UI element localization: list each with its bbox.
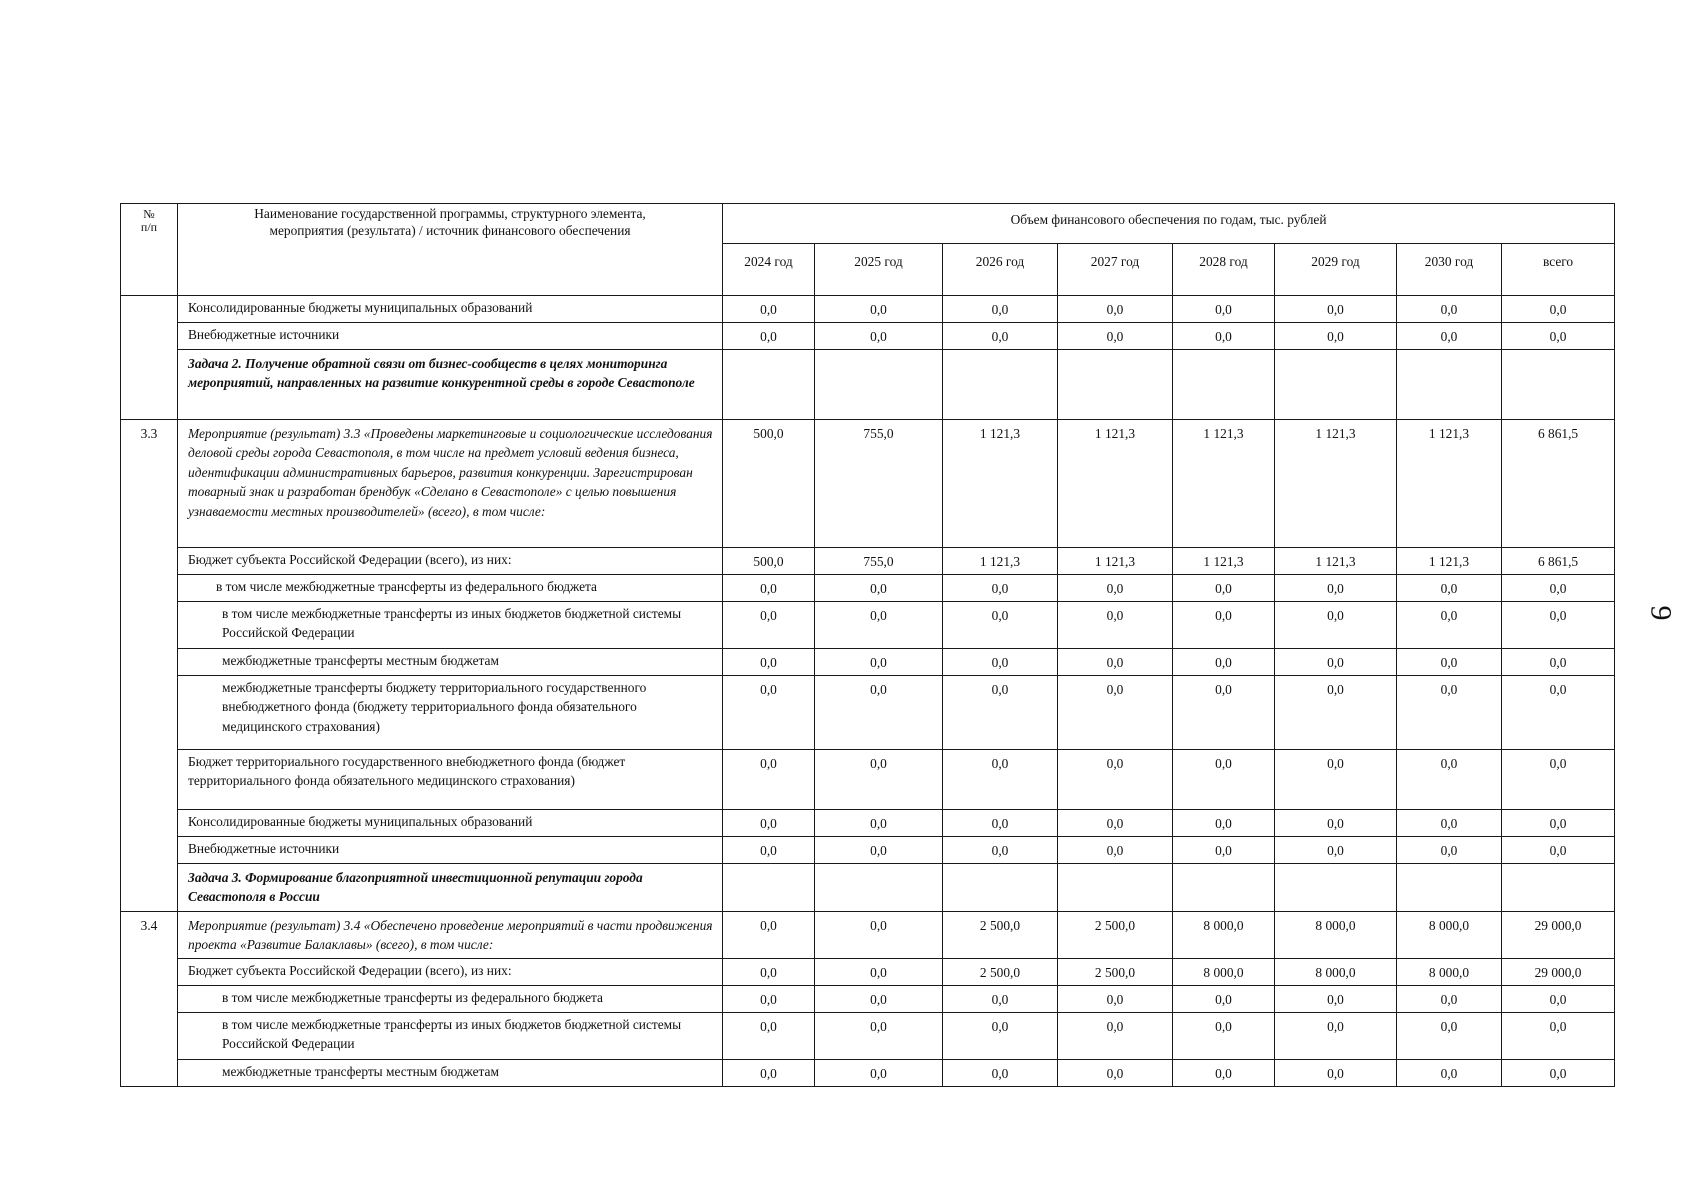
- value-cell: 0,0: [1397, 575, 1502, 602]
- source-label: в том числе межбюджетные трансферты из иных бюджетов бюджетной системы Российской Федерации: [178, 1013, 723, 1060]
- value-cell: 0,0: [1173, 575, 1275, 602]
- table-row: [121, 420, 1615, 548]
- source-label: Консолидированные бюджеты муниципальных образований: [178, 810, 723, 837]
- header-volume: Объем финансового обеспечения по годам, тыс. рублей: [723, 204, 1615, 244]
- table-row: [121, 575, 1615, 602]
- value-cell: 0,0: [723, 296, 815, 323]
- header-name: Наименование государственной программы, структурного элемента, мероприятия (результата) / источник финансового обеспечения: [178, 204, 723, 296]
- value-cell: 0,0: [723, 959, 815, 986]
- value-cell: 755,0: [815, 548, 943, 575]
- header-year-2025: 2025 год: [815, 244, 943, 296]
- value-cell: 0,0: [943, 602, 1058, 649]
- header-year-total: всего: [1502, 244, 1615, 296]
- value-cell: 0,0: [815, 912, 943, 959]
- table-row: [121, 548, 1615, 575]
- value-cell: 0,0: [723, 323, 815, 350]
- header-year-2027: 2027 год: [1058, 244, 1173, 296]
- value-cell: 0,0: [723, 750, 815, 810]
- value-cell: 29 000,0: [1502, 912, 1615, 959]
- value-cell: 0,0: [815, 676, 943, 750]
- empty-cell: [1173, 350, 1275, 420]
- value-cell: 0,0: [943, 676, 1058, 750]
- value-cell: 1 121,3: [943, 548, 1058, 575]
- value-cell: 0,0: [1397, 649, 1502, 676]
- measure-title: Мероприятие (результат) 3.3 «Проведены маркетинговые и социологические исследования деловой среды города Севастополя, в том числе на предмет условий ведения бизнеса, идентификации административных барьеров, развития конкуренции. Зарегистрирован товарный знак и разработан брендбук «Сделано в Севастополе» с целью повышения узнаваемости местных производителей» (всего), в том числе:: [178, 420, 723, 548]
- value-cell: 0,0: [943, 575, 1058, 602]
- value-cell: 0,0: [1397, 750, 1502, 810]
- value-cell: 0,0: [1275, 810, 1397, 837]
- value-cell: 1 121,3: [1397, 420, 1502, 548]
- table-row: [121, 649, 1615, 676]
- table-row: [121, 296, 1615, 323]
- source-label: Консолидированные бюджеты муниципальных образований: [178, 296, 723, 323]
- value-cell: 1 121,3: [1275, 420, 1397, 548]
- empty-cell: [723, 864, 815, 912]
- source-label: в том числе межбюджетные трансферты из иных бюджетов бюджетной системы Российской Федерации: [178, 602, 723, 649]
- value-cell: 0,0: [1058, 750, 1173, 810]
- value-cell: 0,0: [723, 1013, 815, 1060]
- value-cell: 0,0: [815, 602, 943, 649]
- value-cell: 0,0: [1173, 296, 1275, 323]
- header-num: № п/п: [121, 204, 178, 296]
- table-row: [121, 1013, 1615, 1060]
- empty-cell: [943, 864, 1058, 912]
- value-cell: 0,0: [1275, 676, 1397, 750]
- value-cell: 1 121,3: [1058, 548, 1173, 575]
- source-label: межбюджетные трансферты местным бюджетам: [178, 649, 723, 676]
- value-cell: 2 500,0: [1058, 959, 1173, 986]
- task-heading: Задача 2. Получение обратной связи от бизнес-сообществ в целях мониторинга мероприятий, направленных на развитие конкурентной среды в городе Севастополе: [178, 350, 723, 420]
- table-row: [121, 350, 1615, 420]
- table-row: [121, 323, 1615, 350]
- empty-cell: [1502, 350, 1615, 420]
- source-label: Бюджет субъекта Российской Федерации (всего), из них:: [178, 959, 723, 986]
- value-cell: 8 000,0: [1173, 959, 1275, 986]
- empty-cell: [1397, 864, 1502, 912]
- source-label: в том числе межбюджетные трансферты из федерального бюджета: [178, 986, 723, 1013]
- value-cell: 0,0: [1173, 323, 1275, 350]
- value-cell: 500,0: [723, 548, 815, 575]
- value-cell: 0,0: [1275, 575, 1397, 602]
- value-cell: 755,0: [815, 420, 943, 548]
- value-cell: 2 500,0: [1058, 912, 1173, 959]
- value-cell: 0,0: [943, 1013, 1058, 1060]
- source-label: Бюджет субъекта Российской Федерации (всего), из них:: [178, 548, 723, 575]
- value-cell: 8 000,0: [1397, 912, 1502, 959]
- value-cell: 0,0: [1275, 837, 1397, 864]
- value-cell: 0,0: [723, 837, 815, 864]
- value-cell: 0,0: [723, 649, 815, 676]
- value-cell: 0,0: [1173, 602, 1275, 649]
- empty-cell: [943, 350, 1058, 420]
- value-cell: 0,0: [943, 649, 1058, 676]
- value-cell: 0,0: [943, 1060, 1058, 1087]
- value-cell: 0,0: [1275, 323, 1397, 350]
- value-cell: 0,0: [1502, 810, 1615, 837]
- empty-cell: [1397, 350, 1502, 420]
- value-cell: 0,0: [1397, 1060, 1502, 1087]
- empty-cell: [1058, 864, 1173, 912]
- value-cell: 1 121,3: [1397, 548, 1502, 575]
- value-cell: 0,0: [1058, 810, 1173, 837]
- value-cell: 0,0: [1502, 602, 1615, 649]
- value-cell: 0,0: [1502, 1060, 1615, 1087]
- table-row: [121, 602, 1615, 649]
- value-cell: 8 000,0: [1275, 959, 1397, 986]
- header-year-2029: 2029 год: [1275, 244, 1397, 296]
- value-cell: 0,0: [1275, 649, 1397, 676]
- header-year-2026: 2026 год: [943, 244, 1058, 296]
- value-cell: 0,0: [1275, 602, 1397, 649]
- value-cell: 0,0: [1397, 810, 1502, 837]
- empty-cell: [1275, 350, 1397, 420]
- value-cell: 1 121,3: [1173, 420, 1275, 548]
- value-cell: 0,0: [1058, 676, 1173, 750]
- value-cell: 0,0: [815, 986, 943, 1013]
- empty-cell: [1275, 864, 1397, 912]
- empty-cell: [1173, 864, 1275, 912]
- source-label: Внебюджетные источники: [178, 837, 723, 864]
- value-cell: 0,0: [1502, 986, 1615, 1013]
- value-cell: 0,0: [943, 986, 1058, 1013]
- value-cell: 8 000,0: [1397, 959, 1502, 986]
- value-cell: 1 121,3: [1275, 548, 1397, 575]
- value-cell: 0,0: [1173, 1060, 1275, 1087]
- table-row: [121, 1060, 1615, 1087]
- value-cell: 0,0: [1058, 649, 1173, 676]
- value-cell: 500,0: [723, 420, 815, 548]
- value-cell: 0,0: [1397, 676, 1502, 750]
- table-row: [121, 986, 1615, 1013]
- value-cell: 0,0: [943, 750, 1058, 810]
- value-cell: 0,0: [1397, 602, 1502, 649]
- value-cell: 0,0: [1502, 750, 1615, 810]
- value-cell: 8 000,0: [1173, 912, 1275, 959]
- value-cell: 0,0: [1275, 986, 1397, 1013]
- value-cell: 0,0: [815, 296, 943, 323]
- empty-cell: [1058, 350, 1173, 420]
- empty-cell: [815, 350, 943, 420]
- value-cell: 0,0: [1502, 1013, 1615, 1060]
- value-cell: 0,0: [815, 810, 943, 837]
- value-cell: 0,0: [815, 837, 943, 864]
- value-cell: 0,0: [1275, 1013, 1397, 1060]
- value-cell: 6 861,5: [1502, 420, 1615, 548]
- source-label: межбюджетные трансферты местным бюджетам: [178, 1060, 723, 1087]
- value-cell: 0,0: [1502, 296, 1615, 323]
- value-cell: 0,0: [1275, 296, 1397, 323]
- value-cell: 1 121,3: [1058, 420, 1173, 548]
- value-cell: 0,0: [815, 959, 943, 986]
- value-cell: 0,0: [1058, 296, 1173, 323]
- value-cell: 0,0: [723, 1060, 815, 1087]
- value-cell: 1 121,3: [943, 420, 1058, 548]
- measure-title: Мероприятие (результат) 3.4 «Обеспечено проведение мероприятий в части продвижения проекта «Развитие Балаклавы» (всего), в том числе:: [178, 912, 723, 959]
- value-cell: 0,0: [1173, 986, 1275, 1013]
- value-cell: 0,0: [1397, 986, 1502, 1013]
- value-cell: 0,0: [1058, 837, 1173, 864]
- value-cell: 0,0: [1502, 323, 1615, 350]
- empty-cell: [815, 864, 943, 912]
- source-label: межбюджетные трансферты бюджету территориального государственного внебюджетного фонда (бюджету территориального фонда обязательного медицинского страхования): [178, 676, 723, 750]
- value-cell: 0,0: [1173, 676, 1275, 750]
- value-cell: 0,0: [1058, 323, 1173, 350]
- table-row: [121, 676, 1615, 750]
- value-cell: 0,0: [1173, 837, 1275, 864]
- row-number-cell: 3.3: [121, 420, 178, 912]
- table-row: [121, 810, 1615, 837]
- value-cell: 0,0: [1173, 1013, 1275, 1060]
- header-year-2024: 2024 год: [723, 244, 815, 296]
- value-cell: 0,0: [1058, 1013, 1173, 1060]
- empty-cell: [1502, 864, 1615, 912]
- source-label: Внебюджетные источники: [178, 323, 723, 350]
- value-cell: 0,0: [815, 323, 943, 350]
- value-cell: 29 000,0: [1502, 959, 1615, 986]
- table-row: [121, 837, 1615, 864]
- task-heading: Задача 3. Формирование благоприятной инвестиционной репутации города Севастополя в России: [178, 864, 723, 912]
- financing-table: [120, 203, 1615, 1087]
- row-number-cell: [121, 296, 178, 420]
- value-cell: 0,0: [1058, 575, 1173, 602]
- table-row: [121, 864, 1615, 912]
- source-label: Бюджет территориального государственного внебюджетного фонда (бюджет территориального фонда обязательного медицинского страхования): [178, 750, 723, 810]
- value-cell: 0,0: [1275, 1060, 1397, 1087]
- table-row: [121, 912, 1615, 959]
- value-cell: 0,0: [1502, 575, 1615, 602]
- value-cell: 0,0: [815, 1060, 943, 1087]
- table-row: [121, 959, 1615, 986]
- value-cell: 0,0: [723, 575, 815, 602]
- value-cell: 6 861,5: [1502, 548, 1615, 575]
- value-cell: 0,0: [1058, 602, 1173, 649]
- value-cell: 0,0: [723, 676, 815, 750]
- value-cell: 0,0: [815, 750, 943, 810]
- value-cell: 0,0: [1173, 649, 1275, 676]
- value-cell: 0,0: [1397, 323, 1502, 350]
- value-cell: 0,0: [1173, 750, 1275, 810]
- header-year-2028: 2028 год: [1173, 244, 1275, 296]
- row-number-cell: 3.4: [121, 912, 178, 1087]
- value-cell: 0,0: [943, 837, 1058, 864]
- value-cell: 0,0: [1397, 296, 1502, 323]
- value-cell: 0,0: [723, 912, 815, 959]
- value-cell: 0,0: [815, 575, 943, 602]
- header-year-2030: 2030 год: [1397, 244, 1502, 296]
- value-cell: 0,0: [943, 323, 1058, 350]
- value-cell: 2 500,0: [943, 912, 1058, 959]
- value-cell: 0,0: [1058, 986, 1173, 1013]
- value-cell: 0,0: [1502, 837, 1615, 864]
- page-number: 9: [1644, 605, 1678, 621]
- value-cell: 2 500,0: [943, 959, 1058, 986]
- value-cell: 8 000,0: [1275, 912, 1397, 959]
- source-label: в том числе межбюджетные трансферты из федерального бюджета: [178, 575, 723, 602]
- value-cell: 0,0: [1502, 676, 1615, 750]
- value-cell: 0,0: [723, 602, 815, 649]
- value-cell: 0,0: [1173, 810, 1275, 837]
- value-cell: 0,0: [943, 810, 1058, 837]
- value-cell: 0,0: [1058, 1060, 1173, 1087]
- value-cell: 0,0: [815, 649, 943, 676]
- value-cell: 0,0: [1502, 649, 1615, 676]
- value-cell: 1 121,3: [1173, 548, 1275, 575]
- value-cell: 0,0: [1397, 837, 1502, 864]
- value-cell: 0,0: [723, 810, 815, 837]
- value-cell: 0,0: [943, 296, 1058, 323]
- empty-cell: [723, 350, 815, 420]
- value-cell: 0,0: [1397, 1013, 1502, 1060]
- value-cell: 0,0: [723, 986, 815, 1013]
- value-cell: 0,0: [815, 1013, 943, 1060]
- value-cell: 0,0: [1275, 750, 1397, 810]
- table-row: [121, 750, 1615, 810]
